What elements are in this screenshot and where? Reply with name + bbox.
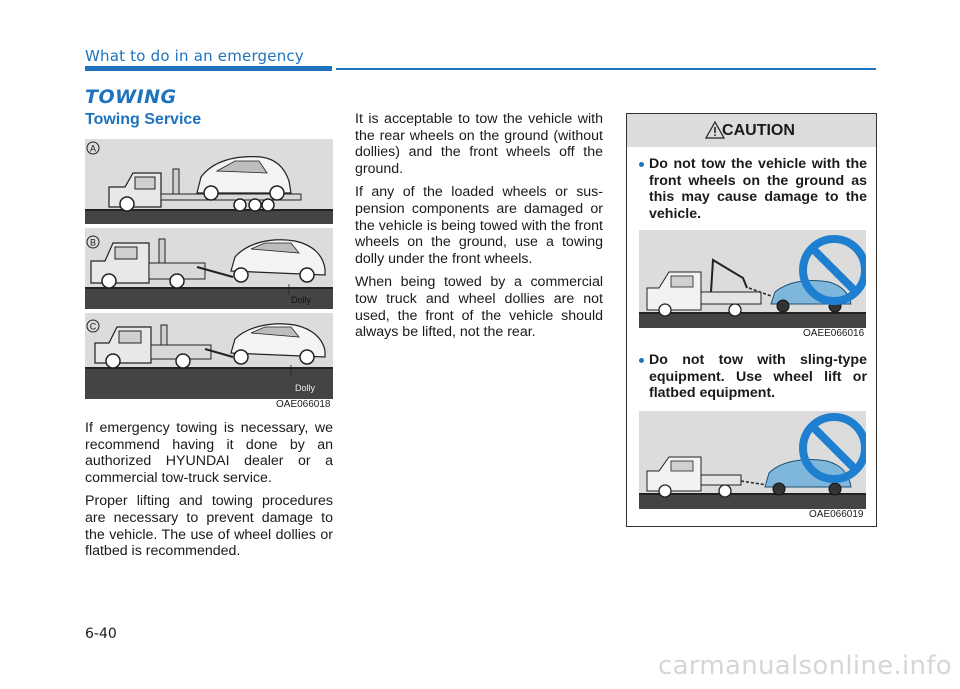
caution-item-1-text: Do not tow the vehicle with the front wheels on the ground as this may cause damage to the vehicle. <box>649 156 867 222</box>
page-number: 6-40 <box>85 626 117 642</box>
wrong-sling-tow-drawing <box>639 411 866 509</box>
watermark: carmanualsonline.info <box>657 651 952 681</box>
left-paragraph-1: If emergency towing is necessary, we recommend having it done by an authorized HYUNDAI dealer or a commercial tow-truck service. <box>85 420 333 486</box>
header-rule-thin <box>336 68 876 70</box>
caution-figure-1 <box>639 230 866 328</box>
chapter-title: What to do in an emergency <box>85 47 304 65</box>
caution-figure-1-code: OAEE066016 <box>803 328 865 339</box>
bullet-icon <box>639 162 644 167</box>
section-subtitle: Towing Service <box>85 111 202 128</box>
section-title: TOWING <box>85 86 177 108</box>
panel-c-label: C <box>89 321 97 332</box>
caution-item-2 <box>649 352 867 402</box>
caution-item-1 <box>649 156 867 222</box>
left-column-text <box>85 420 333 567</box>
header-rule-thick <box>85 66 332 71</box>
panel-b-wheel-dolly <box>85 236 333 309</box>
caution-item-2-text: Do not tow with sling-type equipment. Use wheel lift or flatbed equipment. <box>649 352 867 402</box>
caution-title: CAUTION <box>722 122 795 139</box>
panel-a-flatbed <box>85 142 333 224</box>
caution-figure-2-code: OAE066019 <box>809 509 864 520</box>
panel-a-label: A <box>89 143 97 154</box>
bullet-icon <box>639 358 644 363</box>
wrong-tow-front-wheels-drawing <box>639 230 866 328</box>
left-paragraph-2: Proper lifting and towing procedures are necessary to prevent damage to the vehicle. The use of wheel dollies or flatbed is recommended. <box>85 493 333 560</box>
panel-b-dolly-label: Dolly <box>290 295 312 305</box>
main-figure-code: OAE066018 <box>276 399 331 410</box>
middle-paragraph-3: When being towed by a commercial tow truck and wheel dollies are not used, the front of the vehicle should always be lifted, not the rear. <box>355 274 603 341</box>
panel-c-tow-truck-dolly <box>85 320 333 399</box>
caution-box <box>626 113 877 527</box>
panel-c-dolly-label: Dolly <box>294 383 316 393</box>
middle-column-text <box>355 111 603 348</box>
towing-methods-drawing <box>85 139 333 399</box>
middle-paragraph-2: If any of the loaded wheels or sus-pension components are damaged or the vehicle is being towed with the front wheels on the ground, use a towing dolly under the front wheels. <box>355 184 603 267</box>
caution-header <box>627 114 876 147</box>
middle-paragraph-1: It is acceptable to tow the vehicle with the rear wheels on the ground (without dollies) and the front wheels off the ground. <box>355 111 603 177</box>
towing-methods-illustration <box>85 139 333 399</box>
caution-figure-2 <box>639 411 866 509</box>
panel-b-label: B <box>89 237 97 248</box>
